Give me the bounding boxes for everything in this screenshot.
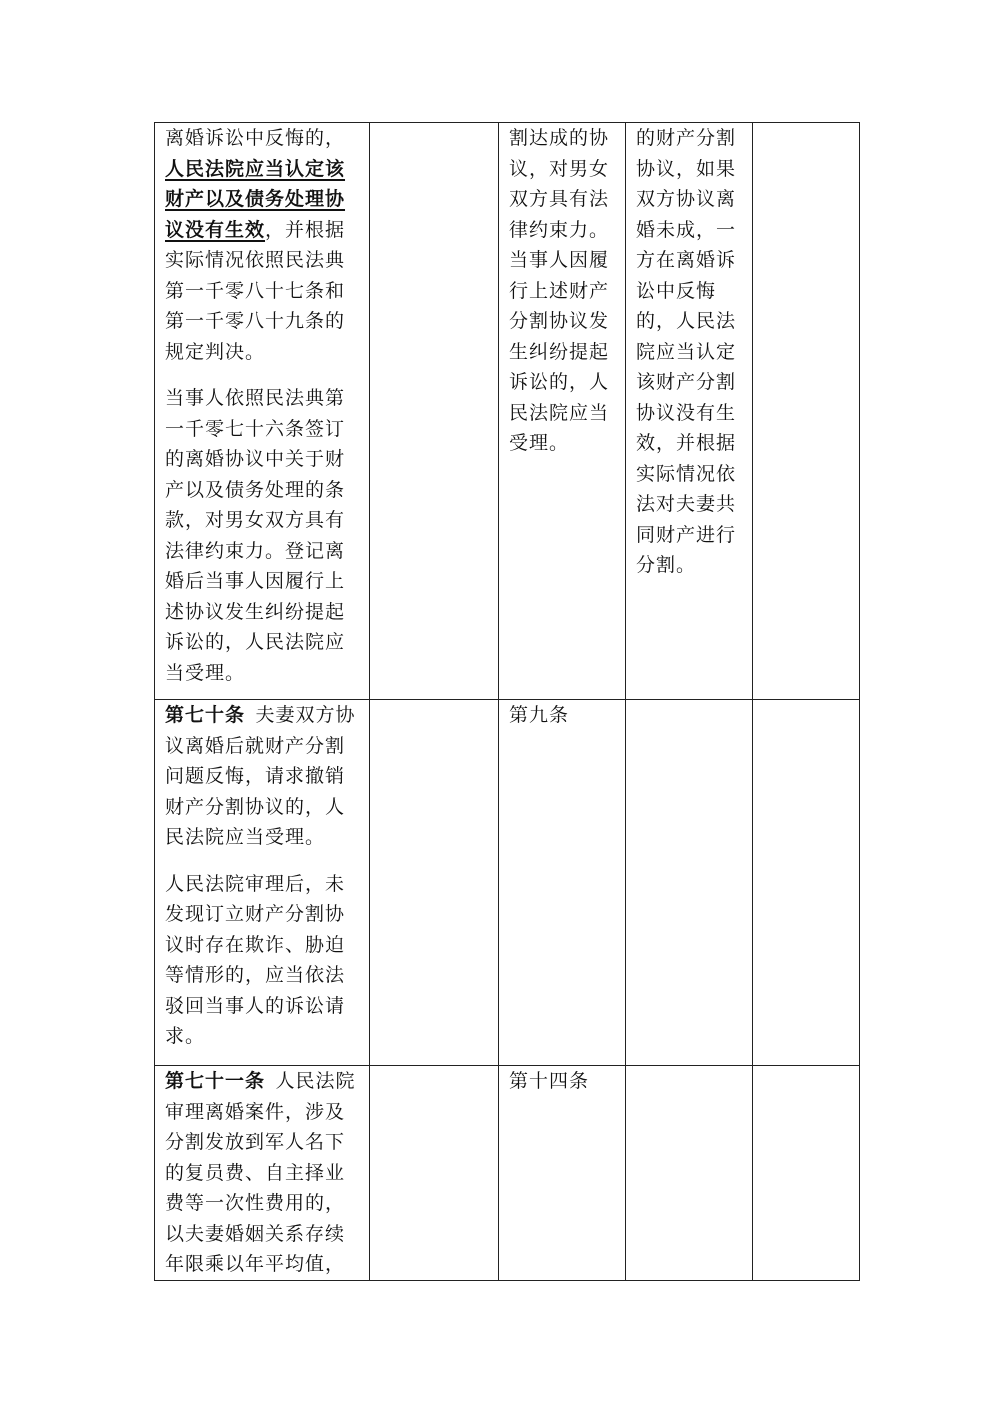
table-cell-empty (753, 1066, 860, 1281)
text-span: 离婚诉讼中反悔的， (165, 127, 346, 149)
table-cell-reference (626, 123, 753, 700)
paragraph (165, 1066, 361, 1280)
table-cell-empty (753, 700, 860, 1066)
article-heading: 第七十一条 (165, 1070, 266, 1092)
table-cell-provision (155, 123, 370, 700)
table-cell-reference (499, 123, 626, 700)
paragraph (165, 700, 361, 853)
table-row (155, 123, 860, 700)
table-cell-empty (370, 700, 499, 1066)
paragraph: 当事人依照民法典第一千零七十六条签订的离婚协议中关于财产以及债务处理的条款，对男女双方具有法律约束力。登记离婚后当事人因履行上述协议发生纠纷提起诉讼的，人民法院应当受理。 (165, 387, 346, 684)
table-cell-provision (155, 700, 370, 1066)
table-cell-provision (155, 1066, 370, 1281)
table-cell-reference (499, 1066, 626, 1281)
article-heading: 第七十条 (165, 704, 246, 726)
table-row (155, 1066, 860, 1281)
text-span: 人民法院审理离婚案件，涉及分割发放到军人名下的复员费、自主择业费等一次性费用的，以夫妻婚姻关系存续年限乘以年平均值， (165, 1070, 356, 1275)
paragraph: 的财产分割协议，如果双方协议离婚未成，一方在离婚诉讼中反悔的，人民法院应当认定该财产分割协议没有生效，并根据实际情况依法对夫妻共同财产进行分割。 (636, 127, 737, 576)
table-cell-empty (753, 123, 860, 700)
paragraph (165, 123, 361, 367)
table-cell-empty (370, 1066, 499, 1281)
table-row (155, 700, 860, 1066)
table-cell-empty (370, 123, 499, 700)
paragraph: 割达成的协议，对男女双方具有法律约束力。当事人因履行上述财产分割协议发生纠纷提起诉讼的，人民法院应当受理。 (509, 127, 610, 454)
table-cell-reference (499, 700, 626, 1066)
paragraph: 第十四条 (509, 1070, 590, 1092)
table-cell-empty (626, 1066, 753, 1281)
comparison-table (154, 122, 860, 1281)
paragraph: 人民法院审理后，未发现订立财产分割协议时存在欺诈、胁迫等情形的，应当依法驳回当事人的诉讼请求。 (165, 872, 346, 1047)
paragraph: 第九条 (509, 704, 570, 726)
text-span: ，并根据实际情况依照民法典第一千零八十七条和第一千零八十九条的规定判决。 (165, 218, 346, 363)
table-cell-empty (626, 700, 753, 1066)
emphasized-text: 人民法院应当认定该财产以及债务处理协议没有生效 (165, 157, 346, 241)
text-span: 夫妻双方协议离婚后就财产分割问题反悔，请求撤销财产分割协议的，人民法院应当受理。 (165, 704, 356, 848)
